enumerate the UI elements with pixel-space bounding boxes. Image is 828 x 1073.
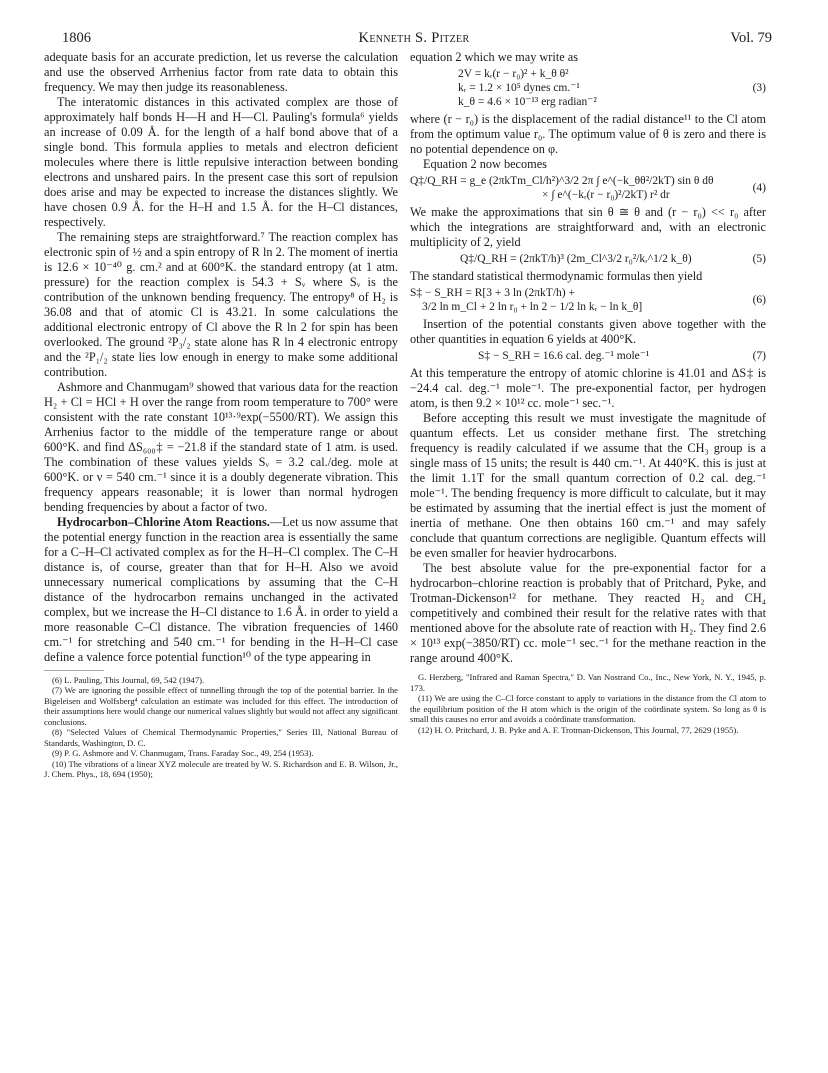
footnote-rule <box>44 670 104 671</box>
right-column <box>410 50 766 735</box>
equation-3 <box>410 67 766 109</box>
equation-number: (4) <box>752 182 766 195</box>
equation-line: Q‡/Q_RH = g_e (2πkTm_Cl/h²)^3/2 2π ∫ e^(−k_θθ²/2kT) sin θ dθ <box>410 175 714 188</box>
equation-4 <box>410 174 766 202</box>
equation-line: S‡ − S_RH = 16.6 cal. deg.⁻¹ mole⁻¹ <box>478 350 650 363</box>
equation-line: k_θ = 4.6 × 10⁻¹³ erg radian⁻² <box>458 96 597 109</box>
footnote: (11) We are using the C–Cl force constant to apply to variations in the distance from the Cl atom to the equilibrium position of the H atom which is the origin of the coördinate system. So long as θ is small this causes no error and avoids a coördinate transformation. <box>410 693 766 725</box>
paragraph: We make the approximations that sin θ ≅ θ and (r − r₀) << r₀ after which the integrations are straightforward and, with an electronic multiplicity of 2, yield <box>410 205 766 250</box>
paragraph: Insertion of the potential constants given above together with the other quantities in equation 6 yields at 400°K. <box>410 317 766 347</box>
equation-line: S‡ − S_RH = R[3 + 3 ln (2πkT/h) + <box>410 287 575 300</box>
paragraph: The standard statistical thermodynamic formulas then yield <box>410 269 703 284</box>
running-title: Kenneth S. Pitzer <box>358 30 470 46</box>
equation-5 <box>410 252 766 266</box>
paragraph: where (r − r₀) is the displacement of the radial distance¹¹ to the Cl atom from the optimum value r₀. The optimum value of θ is zero and there is no potential dependence on φ. <box>410 112 766 157</box>
section-heading: Hydrocarbon–Chlorine Atom Reactions. <box>57 515 270 529</box>
section-paragraph <box>44 515 398 665</box>
footnote: (10) The vibrations of a linear XYZ molecule are treated by W. S. Richardson and E. B. Wilson, Jr., J. Chem. Phys., 18, 694 (1950); <box>44 758 398 780</box>
paragraph: Equation 2 now becomes <box>423 157 547 172</box>
footnote: (8) "Selected Values of Chemical Thermodynamic Properties," Series III, National Bureau of Standards, Washington, D. C. <box>44 727 398 748</box>
paragraph: The remaining steps are straightforward.⁷ The reaction complex has electronic spin of ½ and a spin entropy of R ln 2. The moment of inertia is 12.6 × 10⁻⁴⁰ g. cm.² and at 600°K. the standard entropy (at 1 atm. pressure) for the reaction complex is 54.3 + Sᵥ where Sᵥ is the contribution of the unknown bending frequency. The entropy⁸ of H₂ is 36.08 and that of atomic Cl is 43.21. In some calculations the additional electronic entropy of Cl above the R ln 2 for spin has been overlooked. The ground ²P₃/₂ state alone has R ln 4 electronic entropy and the ²P₁/₂ state lies low enough in energy to make some additional contribution. <box>44 230 398 379</box>
paragraph: The interatomic distances in this activated complex are those of approximately half bonds H—H and H—Cl. Pauling's formula⁶ yields an increase of 0.09 Å. for the length of a half bond above that of a single bond. This formula applies to metals and electron deficient molecules where there is little repulsive interaction between bonding electrons and unshared pairs. In the present case this sort of repulsion does arise and may be expected to increase the distances slightly. We have chosen 0.9 Å. for the H–H and 1.5 Å. for the H–Cl distances, respectively. <box>44 95 398 229</box>
equation-number: (3) <box>752 82 766 95</box>
footnote: (6) L. Pauling, This Journal, 69, 542 (1947). <box>52 675 205 685</box>
equation-line: Q‡/Q_RH = (2πkT/h)³ (2m_Cl^3/2 r₀²/kᵣ^1/2 k_θ) <box>460 253 692 266</box>
equation-line: 3/2 ln m_Cl + 2 ln r₀ + ln 2 − 1/2 ln kᵣ − ln k_θ] <box>422 301 643 314</box>
equation-line: kᵣ = 1.2 × 10⁵ dynes cm.⁻¹ <box>458 82 580 95</box>
equation-number: (5) <box>752 253 766 266</box>
equation-number: (7) <box>752 350 766 363</box>
footnote: G. Herzberg, "Infrared and Raman Spectra," D. Van Nostrand Co., Inc., New York, N. Y., 1945, p. 173. <box>410 672 766 693</box>
footnotes-left <box>44 675 398 780</box>
equation-line: 2V = kᵣ(r − r₀)² + k_θ θ² <box>458 68 569 80</box>
footnote: (7) We are ignoring the possible effect of tunnelling through the top of the potential barrier. In the Bigeleisen and Wolfsberg⁴ calculation an estimate was included for this effect. The introduction of their assumptions here would change our numerical values slightly but would not affect any significant conclusions. <box>44 685 399 727</box>
volume-label: Vol. 79 <box>730 30 772 46</box>
equation-line: × ∫ e^(−kᵣ(r − r₀)²/2kT) r² dr <box>542 189 670 202</box>
left-column <box>44 50 398 780</box>
paragraph: Ashmore and Chanmugam⁹ showed that various data for the reaction H₂ + Cl = HCl + H over the range from room temperature to 700° were consistent with the rate constant 10¹³·⁹exp(−5500/RT). We assign this Arrhenius factor to the middle of the temperature range or about 600°K. and find ΔS₆₀₀‡ = −21.8 if the standard state of 1 atm. is used. The combination of these values yields Sᵥ = 3.2 cal./deg. mole at 600°K. or ν = 540 cm.⁻¹ since it is a doubly degenerate vibration. This frequency appears reasonable; it is lower than normal hydrogen bending frequencies by about a factor of two. <box>44 380 398 514</box>
footnote: (12) H. O. Pritchard, J. B. Pyke and A. F. Trotman-Dickenson, This Journal, 77, 2629 (1955). <box>418 724 739 735</box>
section-text: —Let us now assume that the potential energy function in the reaction area is essentially the same for a C–H–Cl activated complex as for the H–H–Cl complex. The C–H distance is, of course, greater than that for H–H. Also we avoid unnecessary numerical complications by assuming that the C–H distance of the hydrocarbon remains unchanged in the activated complex, but we increase the H–Cl distance to 1.6 Å. in order to yield a more reasonable C–Cl distance. The vibration frequencies of 1460 cm.⁻¹ for stretching and 540 cm.⁻¹ for bending in the H–H–Cl case define a valence force potential function¹⁰ of the type appearing in <box>44 515 399 664</box>
footnotes-right <box>410 672 766 735</box>
equation-6 <box>410 286 766 314</box>
paragraph: The best absolute value for the pre-exponential factor for a hydrocarbon–chlorine reaction is probably that of Pritchard, Pyke, and Trotman-Dickenson¹² for methane. They reacted H₂ and CH₄ competitively and combined their result for the relative rates with that mentioned above for the absolute rate of reaction with H₂. They find 2.6 × 10¹³ exp(−3850/RT) cc. mole⁻¹ sec.⁻¹ for the methane reaction in the range around 400°K. <box>410 561 766 666</box>
equation-7 <box>410 349 766 363</box>
paragraph: equation 2 which we may write as <box>410 50 579 64</box>
equation-number: (6) <box>752 294 766 307</box>
page-number: 1806 <box>62 30 91 46</box>
paragraph: At this temperature the entropy of atomic chlorine is 41.01 and ΔS‡ is −24.4 cal. deg.⁻¹ mole⁻¹. The pre-exponential factor, per hydrogen atom, is then 9.2 × 10¹² cc. mole⁻¹ sec.⁻¹. <box>410 366 766 411</box>
footnote: (9) P. G. Ashmore and V. Chanmugam, Trans. Faraday Soc., 49, 254 (1953). <box>52 748 314 759</box>
paragraph: Before accepting this result we must investigate the magnitude of quantum effects. Let us consider methane first. The stretching frequency is readily calculated if we assume that the CH₃ group is a single mass of 15 units; the result is 440 cm.⁻¹. At 440°K. this is just at the limit 1.1T for the small quantum correction of 0.2 cal. deg.⁻¹ mole⁻¹. The bending frequency is more difficult to calculate, but it may be estimated by assuming that the inertial effect is just the moment of inertia of methane. One then obtains 160 cm.⁻¹ and may safely conclude that quantum corrections are negligible. Quantum effects will be even smaller for heavier hydrocarbons. <box>410 411 766 561</box>
paragraph: adequate basis for an accurate prediction, let us reverse the calculation and use the observed Arrhenius factor from rate data to obtain this frequency. We may then judge its reasonableness. <box>44 50 398 94</box>
